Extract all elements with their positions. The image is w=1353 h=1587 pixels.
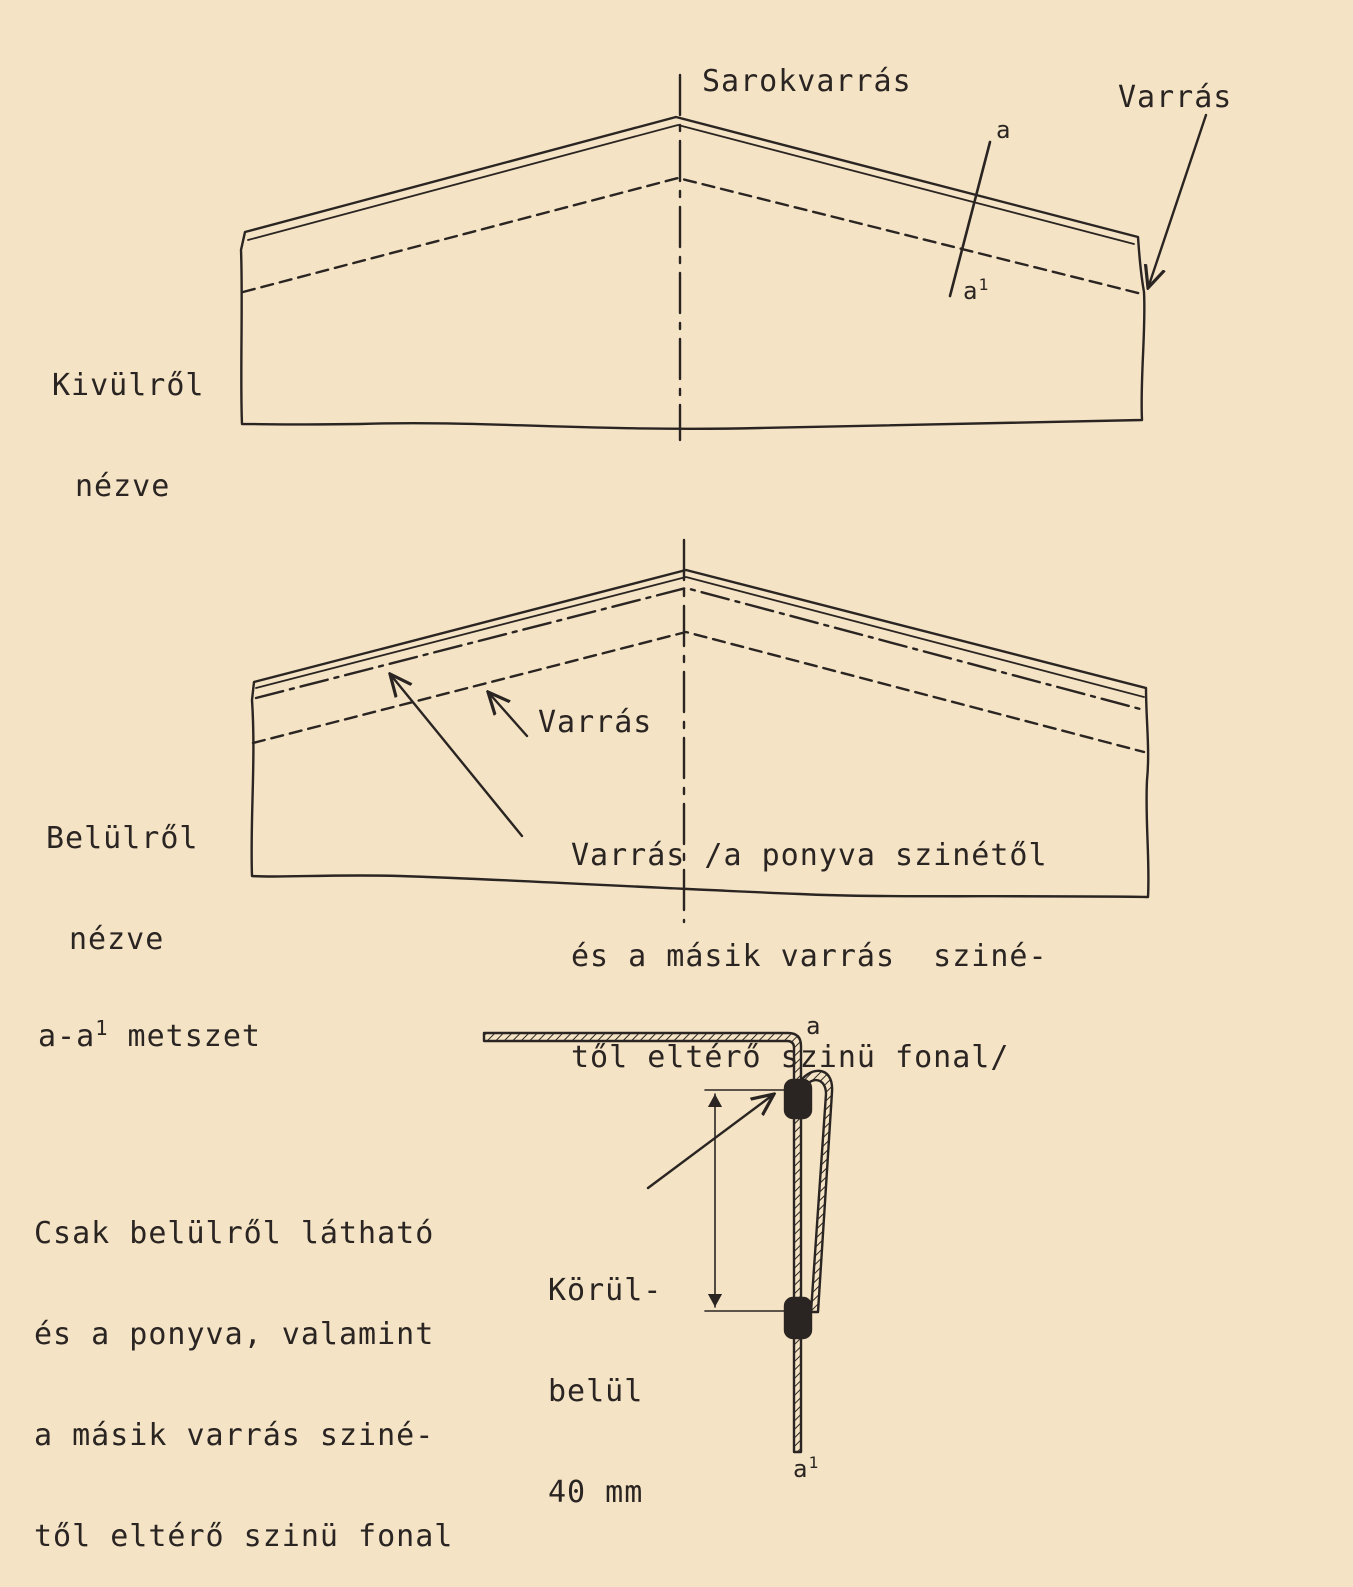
- section-title: [38, 1016, 261, 1054]
- section-title-suffix: metszet: [108, 1019, 261, 1054]
- colored-thread-note-line2: és a másik varrás sziné-: [571, 938, 1048, 974]
- section-title-sup: 1: [95, 1016, 109, 1040]
- inside-view-label-line1: Belülről: [46, 821, 199, 857]
- cut-line-a: [950, 142, 990, 296]
- outside-view: [241, 75, 1206, 440]
- inside-top-double-edge: [256, 577, 1144, 697]
- cut-mark-a1-sup: 1: [978, 275, 990, 294]
- varras-arrow-middle: [488, 692, 527, 736]
- cut-mark-a1-top: [963, 275, 990, 305]
- outside-view-label-line1: Kivülről: [52, 368, 205, 404]
- section-note-line2: és a ponyva, valamint: [34, 1316, 435, 1352]
- colored-thread-note: [571, 772, 1048, 1108]
- stitch-lower: [785, 1298, 811, 1338]
- section-mark-a1: [793, 1453, 820, 1483]
- korulbelul-arrow: [648, 1094, 774, 1188]
- inside-seam-dashed: [253, 632, 1144, 752]
- varras-arrow-top: [1148, 115, 1206, 288]
- colored-thread-note-line3: től eltérő szinü fonal/: [571, 1039, 1010, 1075]
- dimension-label: [548, 1207, 662, 1543]
- section-title-prefix: a-a: [38, 1019, 96, 1054]
- outside-view-label: [52, 302, 205, 537]
- section-note-line4: től eltérő szinü fonal: [34, 1518, 454, 1554]
- section-note-line1: Csak belülről látható: [34, 1216, 435, 1252]
- colored-thread-arrow: [390, 674, 522, 836]
- section-note-line3: a másik varrás sziné-: [34, 1417, 435, 1453]
- inside-view-label-line2: nézve: [69, 921, 165, 957]
- outside-view-label-line2: nézve: [75, 468, 171, 504]
- outside-panel-outline: [241, 117, 1144, 429]
- colored-thread-note-line1: Varrás /a ponyva szinétől: [571, 838, 1048, 874]
- dimension-label-line1: Körül-: [548, 1273, 663, 1309]
- section-note: [34, 1150, 453, 1587]
- section-mark-a1-sup: 1: [808, 1453, 820, 1472]
- dimension-label-line2: belül: [548, 1373, 644, 1409]
- cut-mark-a1-base: a: [963, 277, 979, 305]
- inside-view-label: [46, 755, 199, 990]
- seam-label-middle: Varrás: [538, 705, 653, 740]
- section-mark-a: a: [806, 1012, 822, 1040]
- inside-seam-dashdot: [256, 588, 1144, 710]
- seam-label-top: Varrás: [1118, 80, 1233, 115]
- corner-seam-label: Sarokvarrás: [702, 64, 912, 99]
- cut-mark-a-top: a: [996, 116, 1012, 144]
- dimension-label-line3: 40 mm: [548, 1474, 644, 1510]
- section-mark-a1-base: a: [793, 1455, 809, 1483]
